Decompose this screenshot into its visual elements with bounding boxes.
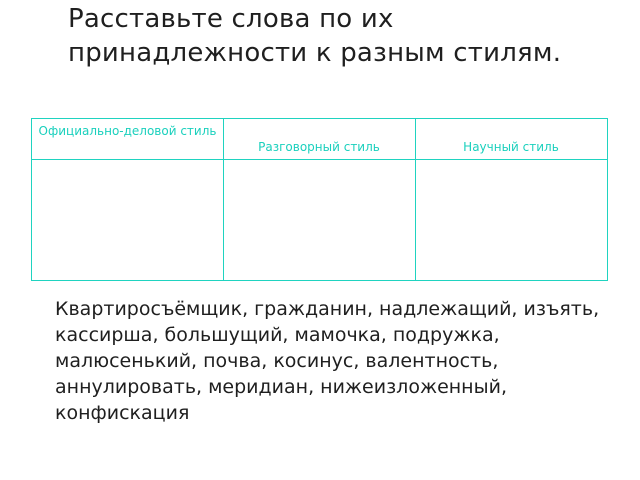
- cell-conversational-style: [224, 160, 415, 280]
- cell-scientific-style: [416, 160, 607, 280]
- task-title: Расставьте слова по их принадлежности к разным стилям.: [68, 4, 562, 68]
- header-official-business-style: Официально-деловой стиль: [38, 124, 217, 138]
- styles-table: [31, 118, 608, 281]
- header-scientific-style: Научный стиль: [463, 140, 559, 154]
- header-conversational-style: Разговорный стиль: [258, 140, 380, 154]
- word-list: Квартиросъёмщик, гражданин, надлежащий, изъять, кассирша, большущий, мамочка, подружка, малюсенький, почва, косинус, валентность, аннулировать, меридиан, нижеизложенный, конфискация: [55, 298, 600, 424]
- cell-official-business-style: [32, 160, 223, 280]
